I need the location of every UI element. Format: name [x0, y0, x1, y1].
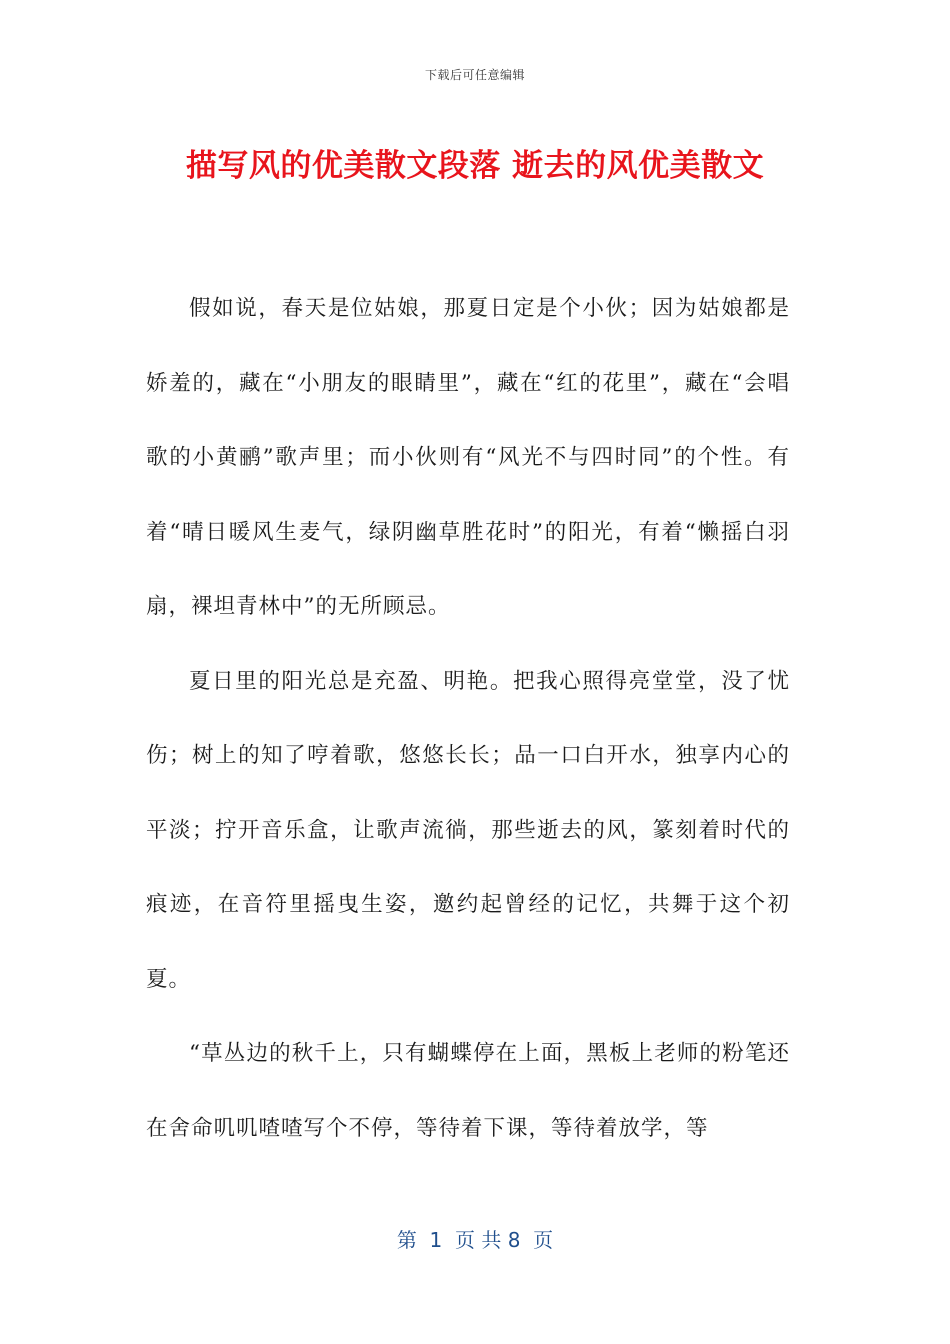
paragraph-3: “草丛边的秋千上，只有蝴蝶停在上面，黑板上老师的粉笔还在舍命叽叽喳喳写个不停，等待着下课，等待着放学，等 [146, 1041, 790, 1141]
document-title: 描写风的优美散文段落 逝去的风优美散文 [185, 148, 765, 184]
paragraph-1: 假如说，春天是位姑娘，那夏日定是个小伙；因为姑娘都是娇羞的，藏在“小朋友的眼睛里”，藏在“红的花里”，藏在“会唱歌的小黄鹂”歌声里；而小伙则有“风光不与四时同”的个性。有着“晴日暖风生麦气，绿阴幽草胜花时”的阳光，有着“懒摇白羽扇，裸坦青林中”的无所顾忌。 [146, 296, 790, 619]
header-note: 下载后可任意编辑 [424, 68, 525, 82]
page-number-footer: 第 1 页 共 8 页 [396, 1228, 554, 1252]
document-body [146, 272, 790, 1166]
paragraph-2: 夏日里的阳光总是充盈、明艳。把我心照得亮堂堂，没了忧伤；树上的知了哼着歌，悠悠长长；品一口白开水，独享内心的平淡；拧开音乐盒，让歌声流徜，那些逝去的风，篆刻着时代的痕迹，在音符里摇曳生姿，邀约起曾经的记忆，共舞于这个初夏。 [146, 668, 790, 992]
